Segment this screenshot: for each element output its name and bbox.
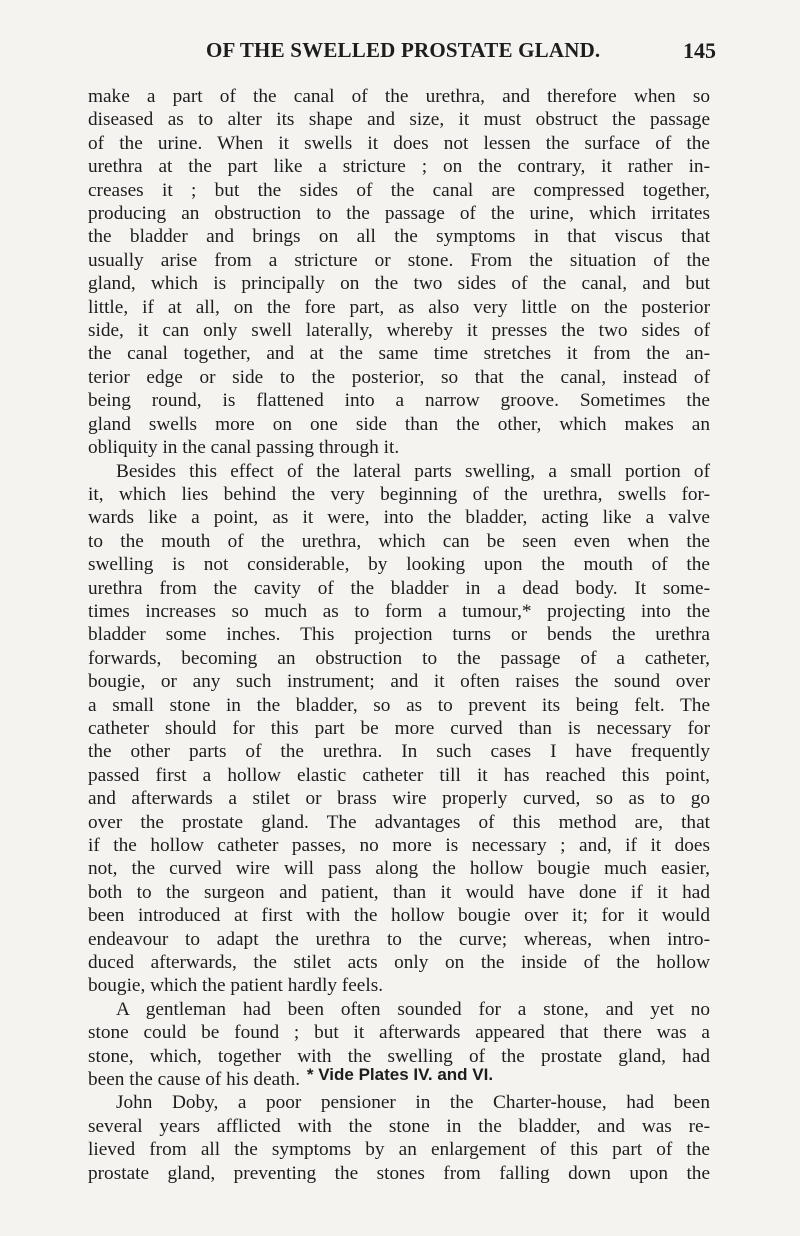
body-text xyxy=(88,85,710,1185)
text-line: been introduced at first with the hollow bougie over it; for it would xyxy=(88,905,710,927)
text-line: wards like a point, as it were, into the bladder, acting like a valve xyxy=(88,507,710,529)
text-line: bladder some inches. This projection turns or bends the urethra xyxy=(88,624,710,646)
text-line: the canal together, and at the same time stretches it from the an- xyxy=(88,343,710,365)
text-line: and afterwards a stilet or brass wire properly curved, so as to go xyxy=(88,788,710,810)
text-line: diseased as to alter its shape and size, it must obstruct the passage xyxy=(88,109,710,131)
text-line: producing an obstruction to the passage of the urine, which irritates xyxy=(88,203,710,225)
text-line: bougie, which the patient hardly feels. xyxy=(88,975,384,997)
text-line: gland swells more on one side than the other, which makes an xyxy=(88,413,710,435)
text-line: to the mouth of the urethra, which can be seen even when the xyxy=(88,530,710,552)
text-line: a small stone in the bladder, so as to prevent its being felt. The xyxy=(88,694,710,716)
text-line: bougie, or any such instrument; and it often raises the sound over xyxy=(88,671,710,693)
text-line: side, it can only swell laterally, whereby it presses the two sides of xyxy=(88,320,710,342)
text-line: endeavour to adapt the urethra to the curve; whereas, when intro- xyxy=(88,928,710,950)
text-line: both to the surgeon and patient, than it would have done if it had xyxy=(88,881,710,903)
text-line: lieved from all the symptoms by an enlargement of this part of the xyxy=(88,1139,710,1161)
running-head: OF THE SWELLED PROSTATE GLAND. xyxy=(206,38,601,62)
text-line: being round, is flattened into a narrow groove. Sometimes the xyxy=(88,390,710,412)
footnote: * Vide Plates IV. and VI. xyxy=(306,1065,494,1084)
text-line: urethra from the cavity of the bladder in a dead body. It some- xyxy=(88,577,710,599)
text-line: creases it ; but the sides of the canal are compressed together, xyxy=(88,179,710,201)
text-line: not, the curved wire will pass along the hollow bougie much easier, xyxy=(88,858,710,880)
text-line: terior edge or side to the posterior, so that the canal, instead of xyxy=(88,366,710,388)
text-line: stone could be found ; but it afterwards appeared that there was a xyxy=(88,1022,710,1044)
text-line: times increases so much as to form a tumour,* projecting into the xyxy=(88,600,710,622)
text-line: several years afflicted with the stone in the bladder, and was re- xyxy=(88,1115,710,1137)
text-line: stone, which, together with the swelling of the prostate gland, had xyxy=(88,1045,710,1067)
text-line: it, which lies behind the very beginning of the urethra, swells for- xyxy=(88,483,710,505)
text-line: the other parts of the urethra. In such cases I have frequently xyxy=(88,741,710,763)
text-line: gland, which is principally on the two sides of the canal, and but xyxy=(88,273,710,295)
text-line: passed first a hollow elastic catheter till it has reached this point, xyxy=(88,764,710,786)
text-line: catheter should for this part be more curved than is necessary for xyxy=(88,717,710,739)
text-line: John Doby, a poor pensioner in the Charter-house, had been xyxy=(116,1092,710,1114)
text-line: the bladder and brings on all the symptoms in that viscus that xyxy=(88,226,710,248)
page-number: 145 xyxy=(683,38,716,63)
text-line: been the cause of his death. xyxy=(88,1069,301,1091)
text-line: swelling is not considerable, by looking upon the mouth of the xyxy=(88,554,710,576)
page-header xyxy=(0,38,800,78)
text-line: forwards, becoming an obstruction to the passage of a catheter, xyxy=(88,647,710,669)
text-line: if the hollow catheter passes, no more is necessary ; and, if it does xyxy=(88,835,710,856)
text-line: of the urine. When it swells it does not lessen the surface of the xyxy=(88,132,710,154)
text-line: obliquity in the canal passing through it. xyxy=(88,437,400,459)
text-line: duced afterwards, the stilet acts only on the inside of the hollow xyxy=(88,952,710,974)
text-line: A gentleman had been often sounded for a stone, and yet no xyxy=(116,998,710,1020)
text-line: prostate gland, preventing the stones from falling down upon the xyxy=(88,1162,710,1184)
text-line: over the prostate gland. The advantages of this method are, that xyxy=(88,811,710,833)
text-line: make a part of the canal of the urethra, and therefore when so xyxy=(88,86,710,107)
text-line: Besides this effect of the lateral parts swelling, a small portion of xyxy=(116,460,710,482)
text-line: usually arise from a stricture or stone. From the situation of the xyxy=(88,249,710,271)
text-line: little, if at all, on the fore part, as also very little on the posterior xyxy=(88,296,710,318)
text-line: urethra at the part like a stricture ; on the contrary, it rather in- xyxy=(88,156,710,178)
